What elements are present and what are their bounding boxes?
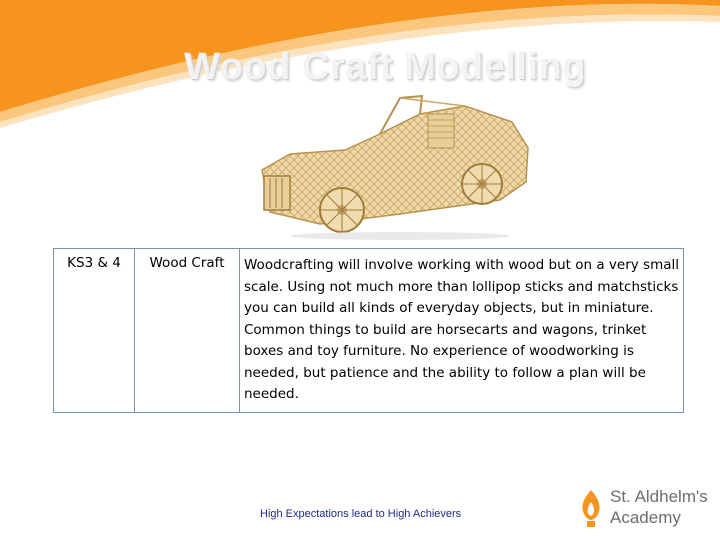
school-logo — [578, 486, 718, 532]
level-cell: KS3 & 4 — [54, 249, 135, 413]
logo-line-2: Academy — [610, 508, 681, 527]
flame-icon — [578, 488, 604, 528]
table-row — [54, 249, 684, 413]
logo-text — [610, 486, 708, 528]
logo-line-1: St. Aldhelm's — [610, 487, 708, 506]
description-paragraph-2: Common things to build are horsecarts and wagons, trinket boxes and toy furniture. No experience of woodworking is needed, but patience and the ability to follow a plan will be needed. — [244, 321, 647, 402]
description-cell — [240, 249, 684, 413]
info-table — [53, 248, 684, 413]
wooden-car-image — [250, 92, 540, 242]
slide-title: Wood Craft Modelling — [184, 46, 586, 88]
description-paragraph-1: Woodcrafting will involve working with wood but on a very small scale. Using not much more than lollipop sticks and matchsticks you can build all kinds of everyday objects, but in miniature. — [244, 257, 679, 316]
footer-motto: High Expectations lead to High Achievers — [260, 508, 462, 520]
subject-cell: Wood Craft — [135, 249, 240, 413]
